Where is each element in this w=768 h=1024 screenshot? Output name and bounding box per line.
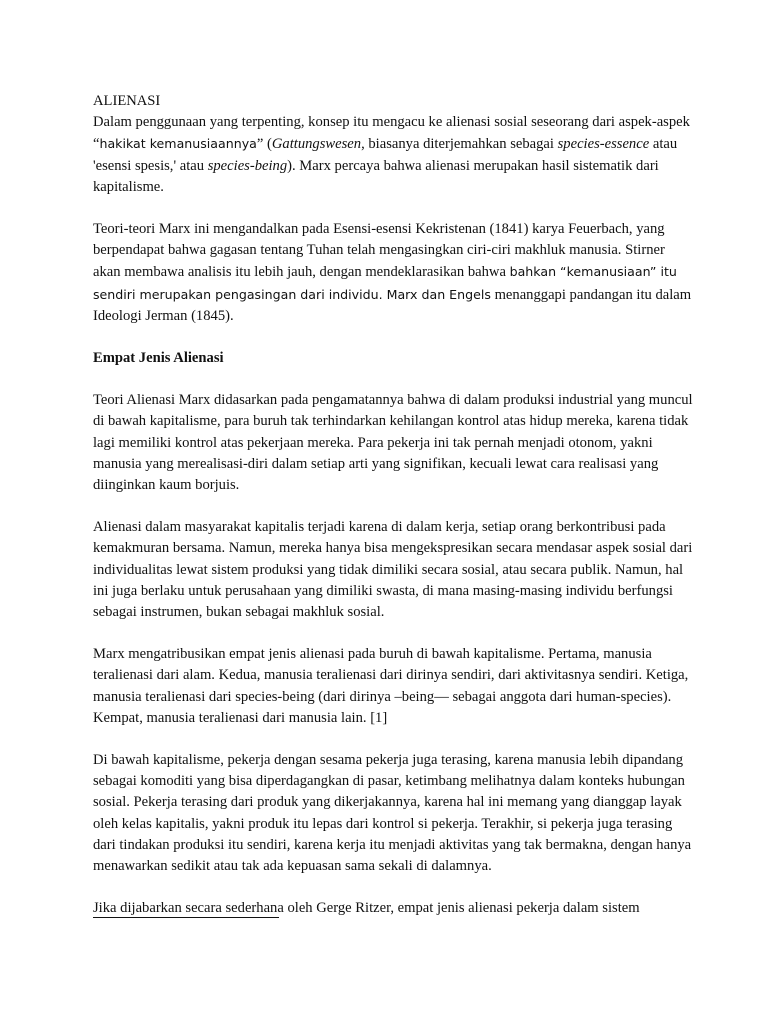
paragraph-capitalist-society: Alienasi dalam masyarakat kapitalis terjadi karena di dalam kerja, setiap orang berkontribusi pada kemakmuran bersama. Namun, mereka hanya bisa mengekspresikan secara mendasar aspek sosial dari individualitas lewat sistem produksi yang tidak dimiliki secara sosial, atau secara publik. Namun, hal ini juga berlaku untuk perusahaan yang dimiliki swasta, di mana masing-masing individu berfungsi sebagai instrumen, bukan sebagai makhluk sosial. xyxy=(93,519,693,621)
text-run-sans: hakikat kemanusiaannya xyxy=(99,136,257,152)
paragraph-gap xyxy=(93,623,693,644)
paragraph-theory: Teori Alienasi Marx didasarkan pada pengamatannya bahwa di dalam produksi industrial yang muncul di bawah kapitalisme, para buruh tak terhindarkan kehilangan kontrol atas hidup mereka, karena tidak lagi memiliki kontrol atas pekerjaan mereka. Para pekerja ini tak pernah menjadi otonom, yakni manusia yang merealisasi-diri dalam setiap arti yang signifikan, kecuali lewat cara realisasi yang diinginkan kaum borjuis. xyxy=(93,392,693,494)
text-run: menanggapi pandangan itu dalam Ideologi Jerman (1845). xyxy=(93,286,692,324)
text-run: ” ( xyxy=(256,136,272,153)
text-run: atau 'esensi spesis,' atau xyxy=(93,136,678,174)
text-run-sans: bahkan “kemanusiaan” itu sendiri merupakan pengasingan dari individu. Marx dan Engels xyxy=(93,264,677,302)
text-run: Dalam penggunaan yang terpenting, konsep itu mengacu ke alienasi sosial seseorang dari aspek-aspek “ xyxy=(93,114,690,153)
document-body xyxy=(93,91,693,920)
paragraph-gap xyxy=(93,496,693,517)
text-run: Teori-teori Marx ini mengandalkan pada Esensi-esensi Kekristenan (1841) karya Feuerbach, yang berpendapat bahwa gagasan tentang Tuhan telah mengasingkan ciri-ciri makhluk manusia. Stirner akan membawa analisis itu lebih jauh, dengan mendeklarasikan bahwa xyxy=(93,221,665,281)
footnote-separator xyxy=(93,917,279,918)
term-species-being: species-being xyxy=(207,157,288,174)
paragraph-four-types: Marx mengatribusikan empat jenis alienasi pada buruh di bawah kapitalisme. Pertama, manusia teralienasi dari alam. Kedua, manusia teralienasi dari dirinya sendiri, dari aktivitasnya sendiri. Ketiga, manusia teralienasi dari species-being (dari dirinya –being— sebagai anggota dari human-species). Kempat, manusia teralienasi dari manusia lain. [1] xyxy=(93,646,689,726)
text-run: ). Marx percaya bahwa alienasi merupakan hasil sistematik dari kapitalisme. xyxy=(93,157,659,195)
paragraph-gap xyxy=(93,327,693,348)
paragraph-gap xyxy=(93,198,693,219)
document-title: ALIENASI xyxy=(93,93,161,109)
section-heading: Empat Jenis Alienasi xyxy=(93,350,224,367)
paragraph-worker-estrangement: Di bawah kapitalisme, pekerja dengan sesama pekerja juga terasing, karena manusia lebih dipandang sebagai komoditi yang bisa diperdagangkan di pasar, ketimbang melihatnya dalam konteks hubungan sosial. Pekerja terasing dari produk yang dikerjakannya, karena hal ini memang yang dianggap layak oleh kelas kapitalis, yakni produk itu lepas dari kontrol si pekerja. Terakhir, si pekerja juga terasing dari tindakan produksi itu sendiri, karena kerja itu menjadi aktivitas yang tak bermakna, dengan hanya menawarkan sedikit atau tak ada kepuasan sama sekali di dalamnya. xyxy=(93,752,692,875)
paragraph-feuerbach xyxy=(93,219,693,327)
paragraph-gap xyxy=(93,877,693,898)
paragraph-intro xyxy=(93,112,693,198)
paragraph-ritzer: Jika dijabarkan secara sederhana oleh Gerge Ritzer, empat jenis alienasi pekerja dalam sistem xyxy=(93,900,640,917)
term-gattungswesen: Gattungswesen xyxy=(271,136,362,153)
term-species-essence: species-essence xyxy=(557,136,650,153)
paragraph-gap xyxy=(93,369,693,390)
text-run: , biasanya diterjemahkan sebagai xyxy=(361,136,558,153)
paragraph-gap xyxy=(93,729,693,750)
